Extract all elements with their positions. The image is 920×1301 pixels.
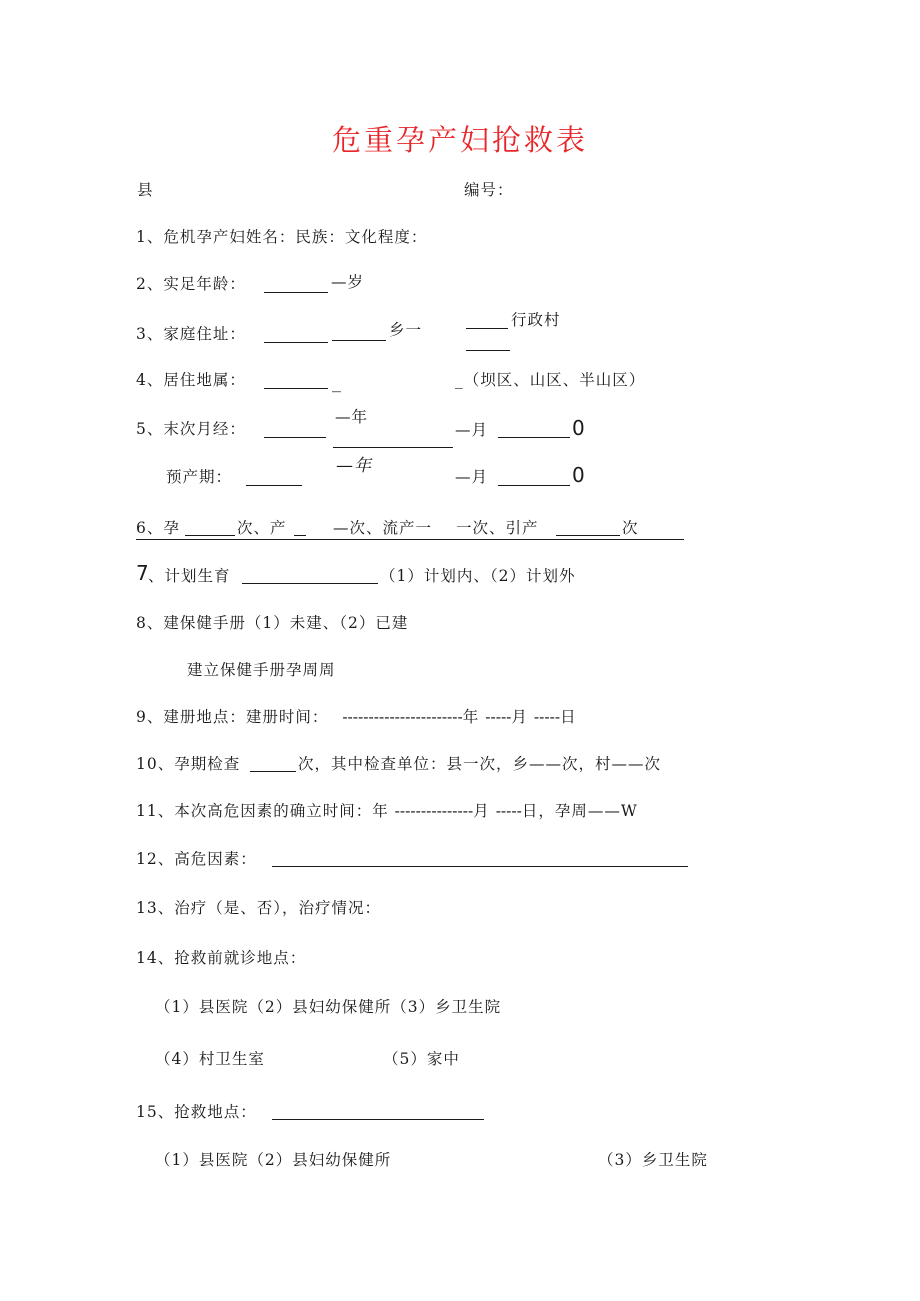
q4-residence-label: 4、居住地属：	[136, 371, 246, 389]
q4-residence-options: _（坝区、山区、半山区）	[455, 371, 646, 389]
due-date-month: —月	[455, 468, 489, 486]
q9-dashes-2: -----	[485, 708, 512, 726]
due-date-label: 预产期：	[166, 468, 233, 486]
q8-health-handbook: 8、建保健手册（1）未建、（2）已建	[136, 614, 409, 632]
q15-rescue-place-blank[interactable]	[272, 1119, 484, 1120]
q7-family-planning-label: 、计划生育	[148, 567, 231, 585]
q7-number: 7	[136, 561, 149, 585]
q3-address-label: 3、家庭住址：	[136, 325, 246, 343]
q11-month: 月	[473, 802, 490, 820]
q11-risk-factor-time	[136, 801, 638, 821]
due-date-day: 0	[572, 463, 585, 487]
q2-age-blank[interactable]	[264, 292, 328, 293]
due-date-blank[interactable]	[246, 485, 302, 486]
q14-option-5: （5）家中	[383, 1050, 460, 1068]
q15-options-1-2: （1）县医院（2）县妇幼保健所	[155, 1151, 392, 1169]
q12-risk-factors-label: 12、高危因素：	[136, 850, 257, 868]
q11-label: 11、本次高危因素的确立时间：年	[136, 802, 389, 820]
q14-option-4: （4）村卫生室	[155, 1050, 265, 1068]
q8-handbook-week: 建立保健手册孕周周	[187, 661, 336, 679]
due-date-day-blank[interactable]	[498, 485, 570, 486]
q9-dashes-3: -----	[533, 708, 561, 726]
q5-lmp-blank[interactable]	[264, 437, 326, 438]
q3-county-blank[interactable]	[264, 342, 328, 343]
q1-name-ethnicity-education: 1、危机孕产妇姓名：民族：文化程度：	[136, 228, 428, 246]
q7-family-planning-blank[interactable]	[242, 583, 378, 584]
q3-village-label: 行政村	[511, 311, 561, 329]
q3-village-blank-2[interactable]	[466, 350, 510, 351]
q2-age-label: 2、实足年龄：	[136, 275, 246, 293]
due-date-year: —年	[336, 456, 372, 476]
q10-prenatal-blank[interactable]	[250, 771, 296, 772]
q14-options-1-3: （1）县医院（2）县妇幼保健所（3）乡卫生院	[155, 998, 502, 1016]
q6-times-suffix: 次	[622, 519, 639, 537]
q5-lmp-year: —年	[335, 408, 369, 426]
q3-village-blank[interactable]	[466, 328, 508, 329]
q6-underline	[136, 539, 684, 540]
q10-prenatal-label: 10、孕期检查	[136, 755, 241, 773]
q15-option-3: （3）乡卫生院	[598, 1151, 708, 1169]
q12-risk-factors-blank[interactable]	[272, 866, 688, 867]
q9-year: 年	[462, 708, 480, 726]
q4-residence-dash: _	[332, 372, 342, 393]
q14-pre-rescue-visit-label: 14、抢救前就诊地点：	[136, 949, 307, 967]
q15-rescue-place-label: 15、抢救地点：	[136, 1103, 257, 1121]
q4-residence-blank[interactable]	[264, 388, 328, 389]
q11-day-week: 日，孕周——W	[521, 802, 638, 820]
q10-prenatal-detail: 次，其中检查单位：县一次，乡——次，村——次	[298, 755, 662, 773]
q6-induced-blank[interactable]	[556, 535, 620, 536]
q9-label: 9、建册地点：建册时间：	[136, 708, 329, 726]
q6-birth-blank[interactable]	[294, 535, 306, 536]
page-title: 危重孕产妇抢救表	[331, 123, 588, 157]
q11-dashes-2: -----	[495, 802, 522, 820]
q3-township-label: 乡一	[389, 321, 423, 339]
q11-dashes-1: ---------------	[394, 802, 474, 820]
q13-treatment: 13、治疗（是、否），治疗情况：	[136, 899, 381, 917]
q5-lmp-month: —月	[455, 421, 489, 439]
q9-dashes-1: -----------------------	[342, 708, 463, 726]
q9-day: 日	[560, 708, 577, 726]
q9-registration-place-time	[136, 707, 577, 727]
q5-lmp-year-blank[interactable]	[333, 447, 453, 448]
q6-abortion-label: —次、流产一	[333, 519, 433, 537]
serial-label: 编号：	[464, 181, 514, 199]
q6-induced-label: 一次、引产	[456, 519, 539, 537]
q6-birth-label: 次、产	[237, 519, 287, 537]
q3-township-blank[interactable]	[332, 340, 386, 341]
q7-family-planning-options: （1）计划内、（2）计划外	[380, 567, 576, 585]
county-label: 县	[137, 181, 154, 199]
q5-lmp-day-blank[interactable]	[498, 437, 570, 438]
q9-month: 月	[511, 708, 528, 726]
q6-pregnancy-blank[interactable]	[185, 535, 235, 536]
q2-age-suffix: —岁	[331, 273, 365, 291]
q5-lmp-day: 0	[572, 416, 585, 440]
q5-lmp-label: 5、末次月经：	[136, 420, 246, 438]
q6-pregnancy-label: 6、孕	[136, 519, 180, 537]
